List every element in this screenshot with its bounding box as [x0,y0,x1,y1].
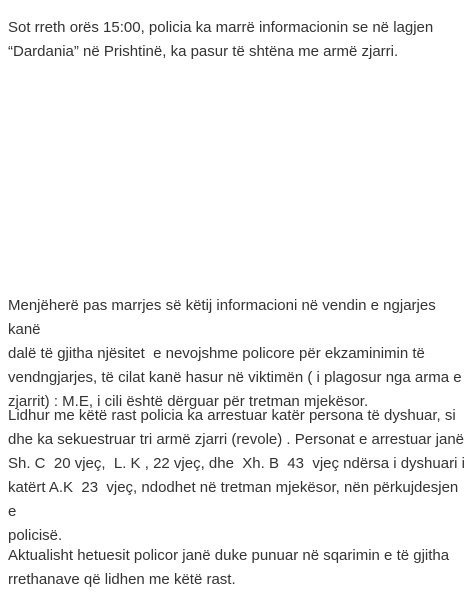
paragraph-investigation: Aktualisht hetuesit policor janë duke punuar në sqarimin e të gjitha rrethanave që lidhen me këtë rast. [8,547,450,588]
paragraph-response: Menjëherë pas marrjes së këtij informacioni në vendin e ngjarjes kanë dalë të gjitha njësitet e nevojshme policore për ekzaminimin të vendngjarjes, të cilat kanë hasur në viktimën ( i plagosur nga arma e zjarrit) : M.E, i cili është dërguar për tretman mjekësor. [8,297,462,410]
paragraph-arrests: Lidhur me këtë rast policia ka arrestuar katër persona të dyshuar, si dhe ka sekuestruar tri armë zjarri (revole) . Personat e arrestuar janë Sh. C 20 vjeç, L. K , 22 vjeç, dhe Xh. B 43 vjeç ndërsa i dyshuari i katërt A.K 23 vjeç, ndodhet në tretman mjekësor, nën përkujdesjen e policisë. [8,407,465,544]
paragraph-intro: Sot rreth orës 15:00, policia ka marrë informacionin se në lagjen “Dardania” në Prishtinë, ka pasur të shtëna me armë zjarri. [8,19,434,60]
media-placeholder-blank [8,76,466,286]
